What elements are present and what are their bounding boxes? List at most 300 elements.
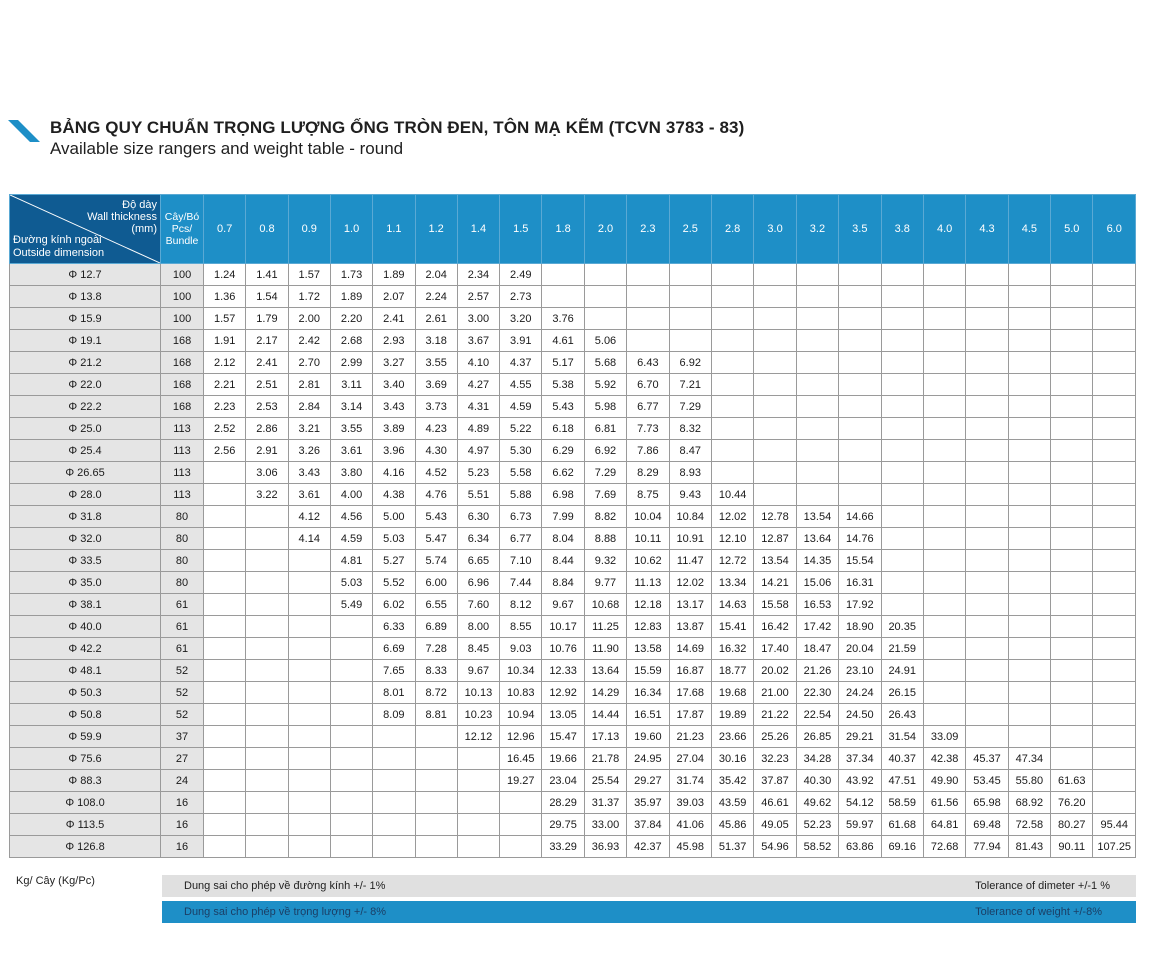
table-row <box>10 704 1136 726</box>
weight-cell: 45.86 <box>711 814 753 836</box>
weight-cell: 20.04 <box>839 638 881 660</box>
weight-cell <box>288 770 330 792</box>
weight-cell <box>711 330 753 352</box>
weight-cell <box>923 396 965 418</box>
weight-cell: 13.87 <box>669 616 711 638</box>
corner-header-cell <box>10 195 161 264</box>
weight-cell <box>923 616 965 638</box>
weight-cell <box>1008 396 1050 418</box>
diameter-tolerance-en: Tolerance of dimeter +/-1 % <box>975 880 1110 892</box>
weight-cell: 33.09 <box>923 726 965 748</box>
weight-cell: 3.55 <box>415 352 457 374</box>
weight-cell: 13.64 <box>584 660 626 682</box>
weight-cell <box>796 440 838 462</box>
weight-cell <box>1008 264 1050 286</box>
thickness-header-4-0: 4.0 <box>923 195 965 264</box>
weight-cell: 3.18 <box>415 330 457 352</box>
weight-cell: 34.28 <box>796 748 838 770</box>
weight-cell: 61.63 <box>1051 770 1093 792</box>
weight-cell: 3.69 <box>415 374 457 396</box>
diagonal-stripe-icon <box>8 120 40 142</box>
weight-cell <box>204 726 246 748</box>
weight-cell: 9.43 <box>669 484 711 506</box>
weight-cell: 17.92 <box>839 594 881 616</box>
weight-cell: 3.76 <box>542 308 584 330</box>
weight-cell: 2.53 <box>246 396 288 418</box>
weight-cell: 16.87 <box>669 660 711 682</box>
weight-cell: 39.03 <box>669 792 711 814</box>
weight-cell: 9.03 <box>500 638 542 660</box>
weight-cell: 5.43 <box>542 396 584 418</box>
table-row <box>10 396 1136 418</box>
thickness-header-4-3: 4.3 <box>966 195 1008 264</box>
weight-cell <box>923 374 965 396</box>
weight-cell: 17.40 <box>754 638 796 660</box>
corner-top-line: (mm) <box>131 223 158 235</box>
weight-cell: 30.16 <box>711 748 753 770</box>
weight-cell: 19.68 <box>711 682 753 704</box>
weight-cell: 8.33 <box>415 660 457 682</box>
pcs-per-bundle-cell: 113 <box>161 484 204 506</box>
weight-cell: 19.60 <box>627 726 669 748</box>
weight-cell: 10.04 <box>627 506 669 528</box>
weight-cell: 8.01 <box>373 682 415 704</box>
weight-cell <box>246 748 288 770</box>
weight-cell: 4.16 <box>373 462 415 484</box>
weight-cell: 1.89 <box>330 286 372 308</box>
weight-cell <box>457 836 499 858</box>
weight-cell <box>796 264 838 286</box>
weight-cell <box>881 286 923 308</box>
weight-cell: 18.47 <box>796 638 838 660</box>
weight-cell <box>796 374 838 396</box>
wall-thickness-label <box>87 199 157 235</box>
weight-cell <box>1008 682 1050 704</box>
weight-cell <box>204 770 246 792</box>
pcs-per-bundle-cell: 61 <box>161 594 204 616</box>
outside-diameter-cell: Φ 48.1 <box>10 660 161 682</box>
weight-cell: 12.92 <box>542 682 584 704</box>
pcs-per-bundle-cell: 16 <box>161 792 204 814</box>
weight-cell: 6.30 <box>457 506 499 528</box>
weight-cell: 13.54 <box>754 550 796 572</box>
weight-cell <box>923 264 965 286</box>
weight-cell: 43.59 <box>711 792 753 814</box>
weight-cell <box>1051 352 1093 374</box>
table-row <box>10 550 1136 572</box>
outside-diameter-cell: Φ 21.2 <box>10 352 161 374</box>
weight-cell <box>330 616 372 638</box>
weight-cell <box>204 704 246 726</box>
table-row <box>10 572 1136 594</box>
weight-cell: 14.44 <box>584 704 626 726</box>
weight-cell: 6.92 <box>669 352 711 374</box>
weight-cell: 2.12 <box>204 352 246 374</box>
weight-cell <box>1008 308 1050 330</box>
weight-cell: 12.12 <box>457 726 499 748</box>
weight-cell <box>1093 286 1136 308</box>
outside-diameter-cell: Φ 31.8 <box>10 506 161 528</box>
weight-cell: 31.54 <box>881 726 923 748</box>
weight-cell <box>1051 594 1093 616</box>
weight-cell <box>1051 308 1093 330</box>
weight-cell <box>1051 748 1093 770</box>
weight-cell: 42.37 <box>627 836 669 858</box>
weight-cell: 40.30 <box>796 770 838 792</box>
weight-cell <box>923 660 965 682</box>
weight-cell <box>966 506 1008 528</box>
diameter-tolerance-bar <box>162 875 1136 897</box>
weight-cell <box>754 352 796 374</box>
weight-cell: 3.14 <box>330 396 372 418</box>
weight-cell <box>966 330 1008 352</box>
weight-cell <box>711 440 753 462</box>
weight-cell <box>1008 528 1050 550</box>
weight-cell <box>1008 484 1050 506</box>
corner-bottom-line: Outside dimension <box>13 247 105 259</box>
weight-cell <box>923 594 965 616</box>
weight-cell <box>966 638 1008 660</box>
weight-cell <box>204 814 246 836</box>
table-body <box>10 264 1136 858</box>
weight-cell: 1.73 <box>330 264 372 286</box>
weight-cell: 37.87 <box>754 770 796 792</box>
weight-cell: 5.03 <box>330 572 372 594</box>
weight-cell: 13.34 <box>711 572 753 594</box>
weight-cell: 3.26 <box>288 440 330 462</box>
weight-cell: 2.86 <box>246 418 288 440</box>
weight-cell: 2.34 <box>457 264 499 286</box>
weight-cell: 4.55 <box>500 374 542 396</box>
weight-cell <box>1093 704 1136 726</box>
weight-cell: 23.04 <box>542 770 584 792</box>
weight-cell: 40.37 <box>881 748 923 770</box>
weight-cell <box>1093 462 1136 484</box>
weight-cell: 5.88 <box>500 484 542 506</box>
weight-cell <box>1093 572 1136 594</box>
weight-cell: 15.47 <box>542 726 584 748</box>
pcs-per-bundle-cell: 27 <box>161 748 204 770</box>
weight-cell: 65.98 <box>966 792 1008 814</box>
weight-cell <box>330 814 372 836</box>
weight-cell <box>330 836 372 858</box>
weight-cell: 3.43 <box>288 462 330 484</box>
weight-cell: 2.07 <box>373 286 415 308</box>
thickness-header-2-3: 2.3 <box>627 195 669 264</box>
weight-cell: 49.90 <box>923 770 965 792</box>
weight-cell: 22.54 <box>796 704 838 726</box>
weight-cell: 5.49 <box>330 594 372 616</box>
outside-diameter-cell: Φ 59.9 <box>10 726 161 748</box>
thickness-header-4-5: 4.5 <box>1008 195 1050 264</box>
pcs-per-bundle-cell: 52 <box>161 682 204 704</box>
weight-cell <box>881 374 923 396</box>
weight-cell: 58.59 <box>881 792 923 814</box>
weight-cell: 95.44 <box>1093 814 1136 836</box>
weight-cell <box>204 748 246 770</box>
weight-cell <box>669 264 711 286</box>
weight-cell: 2.42 <box>288 330 330 352</box>
weight-cell: 46.61 <box>754 792 796 814</box>
weight-cell <box>415 814 457 836</box>
weight-cell: 2.73 <box>500 286 542 308</box>
weight-cell: 4.37 <box>500 352 542 374</box>
weight-cell: 6.92 <box>584 440 626 462</box>
weight-cell <box>1093 726 1136 748</box>
weight-cell <box>1008 462 1050 484</box>
weight-cell: 17.87 <box>669 704 711 726</box>
weight-cell: 8.84 <box>542 572 584 594</box>
table-row <box>10 506 1136 528</box>
outside-diameter-cell: Φ 25.4 <box>10 440 161 462</box>
weight-cell: 26.15 <box>881 682 923 704</box>
weight-cell <box>204 836 246 858</box>
weight-cell <box>966 264 1008 286</box>
weight-cell <box>754 264 796 286</box>
weight-cell: 5.23 <box>457 462 499 484</box>
weight-cell: 16.51 <box>627 704 669 726</box>
weight-cell <box>796 396 838 418</box>
weight-cell: 81.43 <box>1008 836 1050 858</box>
thickness-header-0-8: 0.8 <box>246 195 288 264</box>
weight-cell: 21.00 <box>754 682 796 704</box>
weight-cell <box>288 814 330 836</box>
pcs-per-bundle-cell: 168 <box>161 374 204 396</box>
weight-cell <box>881 528 923 550</box>
weight-cell: 5.68 <box>584 352 626 374</box>
weight-cell <box>711 418 753 440</box>
page-subtitle: Available size rangers and weight table - round <box>50 139 404 158</box>
weight-cell <box>415 726 457 748</box>
weight-cell: 21.59 <box>881 638 923 660</box>
weight-cell <box>415 748 457 770</box>
weight-cell: 6.34 <box>457 528 499 550</box>
weight-cell: 8.88 <box>584 528 626 550</box>
weight-cell <box>1051 440 1093 462</box>
weight-cell <box>1093 528 1136 550</box>
table-row <box>10 836 1136 858</box>
weight-cell <box>1093 682 1136 704</box>
weight-cell <box>796 308 838 330</box>
weight-cell: 3.96 <box>373 440 415 462</box>
weight-cell <box>373 770 415 792</box>
outside-diameter-cell: Φ 108.0 <box>10 792 161 814</box>
weight-cell <box>246 616 288 638</box>
weight-cell: 14.76 <box>839 528 881 550</box>
weight-cell: 8.09 <box>373 704 415 726</box>
weight-cell <box>288 682 330 704</box>
weight-cell: 3.27 <box>373 352 415 374</box>
weight-cell <box>881 418 923 440</box>
weight-cell: 12.83 <box>627 616 669 638</box>
weight-cell: 15.54 <box>839 550 881 572</box>
weight-cell: 53.45 <box>966 770 1008 792</box>
outside-diameter-cell: Φ 38.1 <box>10 594 161 616</box>
weight-cell <box>966 572 1008 594</box>
thickness-header-1-4: 1.4 <box>457 195 499 264</box>
outside-diameter-cell: Φ 28.0 <box>10 484 161 506</box>
pcs-per-bundle-cell: 61 <box>161 638 204 660</box>
weight-cell <box>1093 660 1136 682</box>
weight-cell: 10.76 <box>542 638 584 660</box>
weight-cell <box>711 374 753 396</box>
weight-cell: 5.92 <box>584 374 626 396</box>
weight-cell: 25.54 <box>584 770 626 792</box>
pcs-header-line: Bundle <box>165 235 199 247</box>
weight-cell: 4.00 <box>330 484 372 506</box>
weight-cell <box>627 330 669 352</box>
weight-cell <box>966 528 1008 550</box>
weight-cell <box>1008 638 1050 660</box>
thickness-header-6-0: 6.0 <box>1093 195 1136 264</box>
weight-cell <box>1008 660 1050 682</box>
weight-cell <box>923 352 965 374</box>
weight-cell: 8.81 <box>415 704 457 726</box>
weight-cell: 5.98 <box>584 396 626 418</box>
weight-cell: 10.83 <box>500 682 542 704</box>
outside-diameter-cell: Φ 13.8 <box>10 286 161 308</box>
weight-cell: 64.81 <box>923 814 965 836</box>
weight-cell <box>288 638 330 660</box>
weight-cell <box>415 792 457 814</box>
weight-cell <box>923 286 965 308</box>
thickness-header-1-0: 1.0 <box>330 195 372 264</box>
weight-cell: 2.23 <box>204 396 246 418</box>
table-row <box>10 528 1136 550</box>
table-row <box>10 616 1136 638</box>
weight-cell: 8.00 <box>457 616 499 638</box>
weight-cell: 23.10 <box>839 660 881 682</box>
weight-cell: 8.47 <box>669 440 711 462</box>
weight-cell: 18.90 <box>839 616 881 638</box>
weight-cell: 5.17 <box>542 352 584 374</box>
weight-cell: 6.18 <box>542 418 584 440</box>
weight-cell: 1.36 <box>204 286 246 308</box>
weight-cell <box>1008 704 1050 726</box>
table-row <box>10 770 1136 792</box>
weight-cell: 18.77 <box>711 660 753 682</box>
weight-cell: 42.38 <box>923 748 965 770</box>
weight-cell: 19.27 <box>500 770 542 792</box>
weight-cell <box>881 506 923 528</box>
weight-cell: 16.31 <box>839 572 881 594</box>
weight-cell: 3.61 <box>288 484 330 506</box>
weight-cell <box>330 660 372 682</box>
weight-cell: 14.66 <box>839 506 881 528</box>
weight-cell: 37.34 <box>839 748 881 770</box>
outside-diameter-cell: Φ 33.5 <box>10 550 161 572</box>
weight-cell <box>1093 770 1136 792</box>
weight-cell: 24.50 <box>839 704 881 726</box>
weight-cell <box>288 748 330 770</box>
weight-cell <box>966 550 1008 572</box>
pcs-header-line: Cây/Bó <box>164 211 200 223</box>
weight-cell <box>415 836 457 858</box>
weight-cell: 6.69 <box>373 638 415 660</box>
weight-cell: 1.72 <box>288 286 330 308</box>
weight-cell: 41.06 <box>669 814 711 836</box>
weight-cell <box>204 484 246 506</box>
weight-cell <box>500 836 542 858</box>
weight-cell <box>1008 550 1050 572</box>
weight-cell: 7.69 <box>584 484 626 506</box>
weight-cell <box>1051 528 1093 550</box>
weight-cell <box>1051 396 1093 418</box>
table-row <box>10 286 1136 308</box>
weight-cell: 45.98 <box>669 836 711 858</box>
weight-cell <box>288 704 330 726</box>
weight-cell <box>330 682 372 704</box>
weight-cell: 4.31 <box>457 396 499 418</box>
weight-cell: 4.59 <box>330 528 372 550</box>
weight-cell: 2.41 <box>246 352 288 374</box>
weight-cell: 3.21 <box>288 418 330 440</box>
weight-cell: 14.63 <box>711 594 753 616</box>
weight-cell: 12.96 <box>500 726 542 748</box>
weight-cell: 4.12 <box>288 506 330 528</box>
weight-tolerance-vn: Dung sai cho phép về trọng lượng +/- 8% <box>184 906 387 918</box>
weight-cell <box>881 462 923 484</box>
table-row <box>10 418 1136 440</box>
weight-cell: 35.97 <box>627 792 669 814</box>
weight-cell <box>881 264 923 286</box>
weight-cell <box>839 418 881 440</box>
weight-cell <box>881 484 923 506</box>
weight-cell: 1.91 <box>204 330 246 352</box>
outside-diameter-cell: Φ 50.8 <box>10 704 161 726</box>
pcs-per-bundle-cell: 113 <box>161 418 204 440</box>
weight-cell <box>373 836 415 858</box>
weight-cell: 3.40 <box>373 374 415 396</box>
weight-cell: 6.55 <box>415 594 457 616</box>
weight-cell: 2.52 <box>204 418 246 440</box>
pcs-per-bundle-cell: 100 <box>161 308 204 330</box>
weight-cell <box>1008 352 1050 374</box>
weight-cell <box>966 352 1008 374</box>
weight-cell <box>966 726 1008 748</box>
weight-cell: 24.91 <box>881 660 923 682</box>
weight-cell: 14.35 <box>796 550 838 572</box>
weight-cell: 5.30 <box>500 440 542 462</box>
weight-cell <box>923 330 965 352</box>
weight-cell: 2.24 <box>415 286 457 308</box>
weight-cell <box>881 396 923 418</box>
weight-cell <box>542 286 584 308</box>
weight-cell: 21.26 <box>796 660 838 682</box>
outside-diameter-cell: Φ 26.65 <box>10 462 161 484</box>
weight-cell: 7.29 <box>584 462 626 484</box>
weight-cell <box>204 550 246 572</box>
weight-cell: 1.24 <box>204 264 246 286</box>
weight-cell: 47.34 <box>1008 748 1050 770</box>
weight-cell <box>754 484 796 506</box>
weight-cell: 13.64 <box>796 528 838 550</box>
pcs-per-bundle-cell: 100 <box>161 264 204 286</box>
weight-cell <box>1093 594 1136 616</box>
weight-cell <box>839 286 881 308</box>
weight-cell: 12.02 <box>669 572 711 594</box>
weight-cell: 2.49 <box>500 264 542 286</box>
weight-cell: 5.47 <box>415 528 457 550</box>
weight-cell <box>627 308 669 330</box>
weight-cell <box>839 462 881 484</box>
weight-cell: 7.60 <box>457 594 499 616</box>
weight-cell <box>796 330 838 352</box>
weight-cell: 15.58 <box>754 594 796 616</box>
weight-cell: 12.72 <box>711 550 753 572</box>
weight-cell: 21.23 <box>669 726 711 748</box>
weight-cell <box>500 792 542 814</box>
